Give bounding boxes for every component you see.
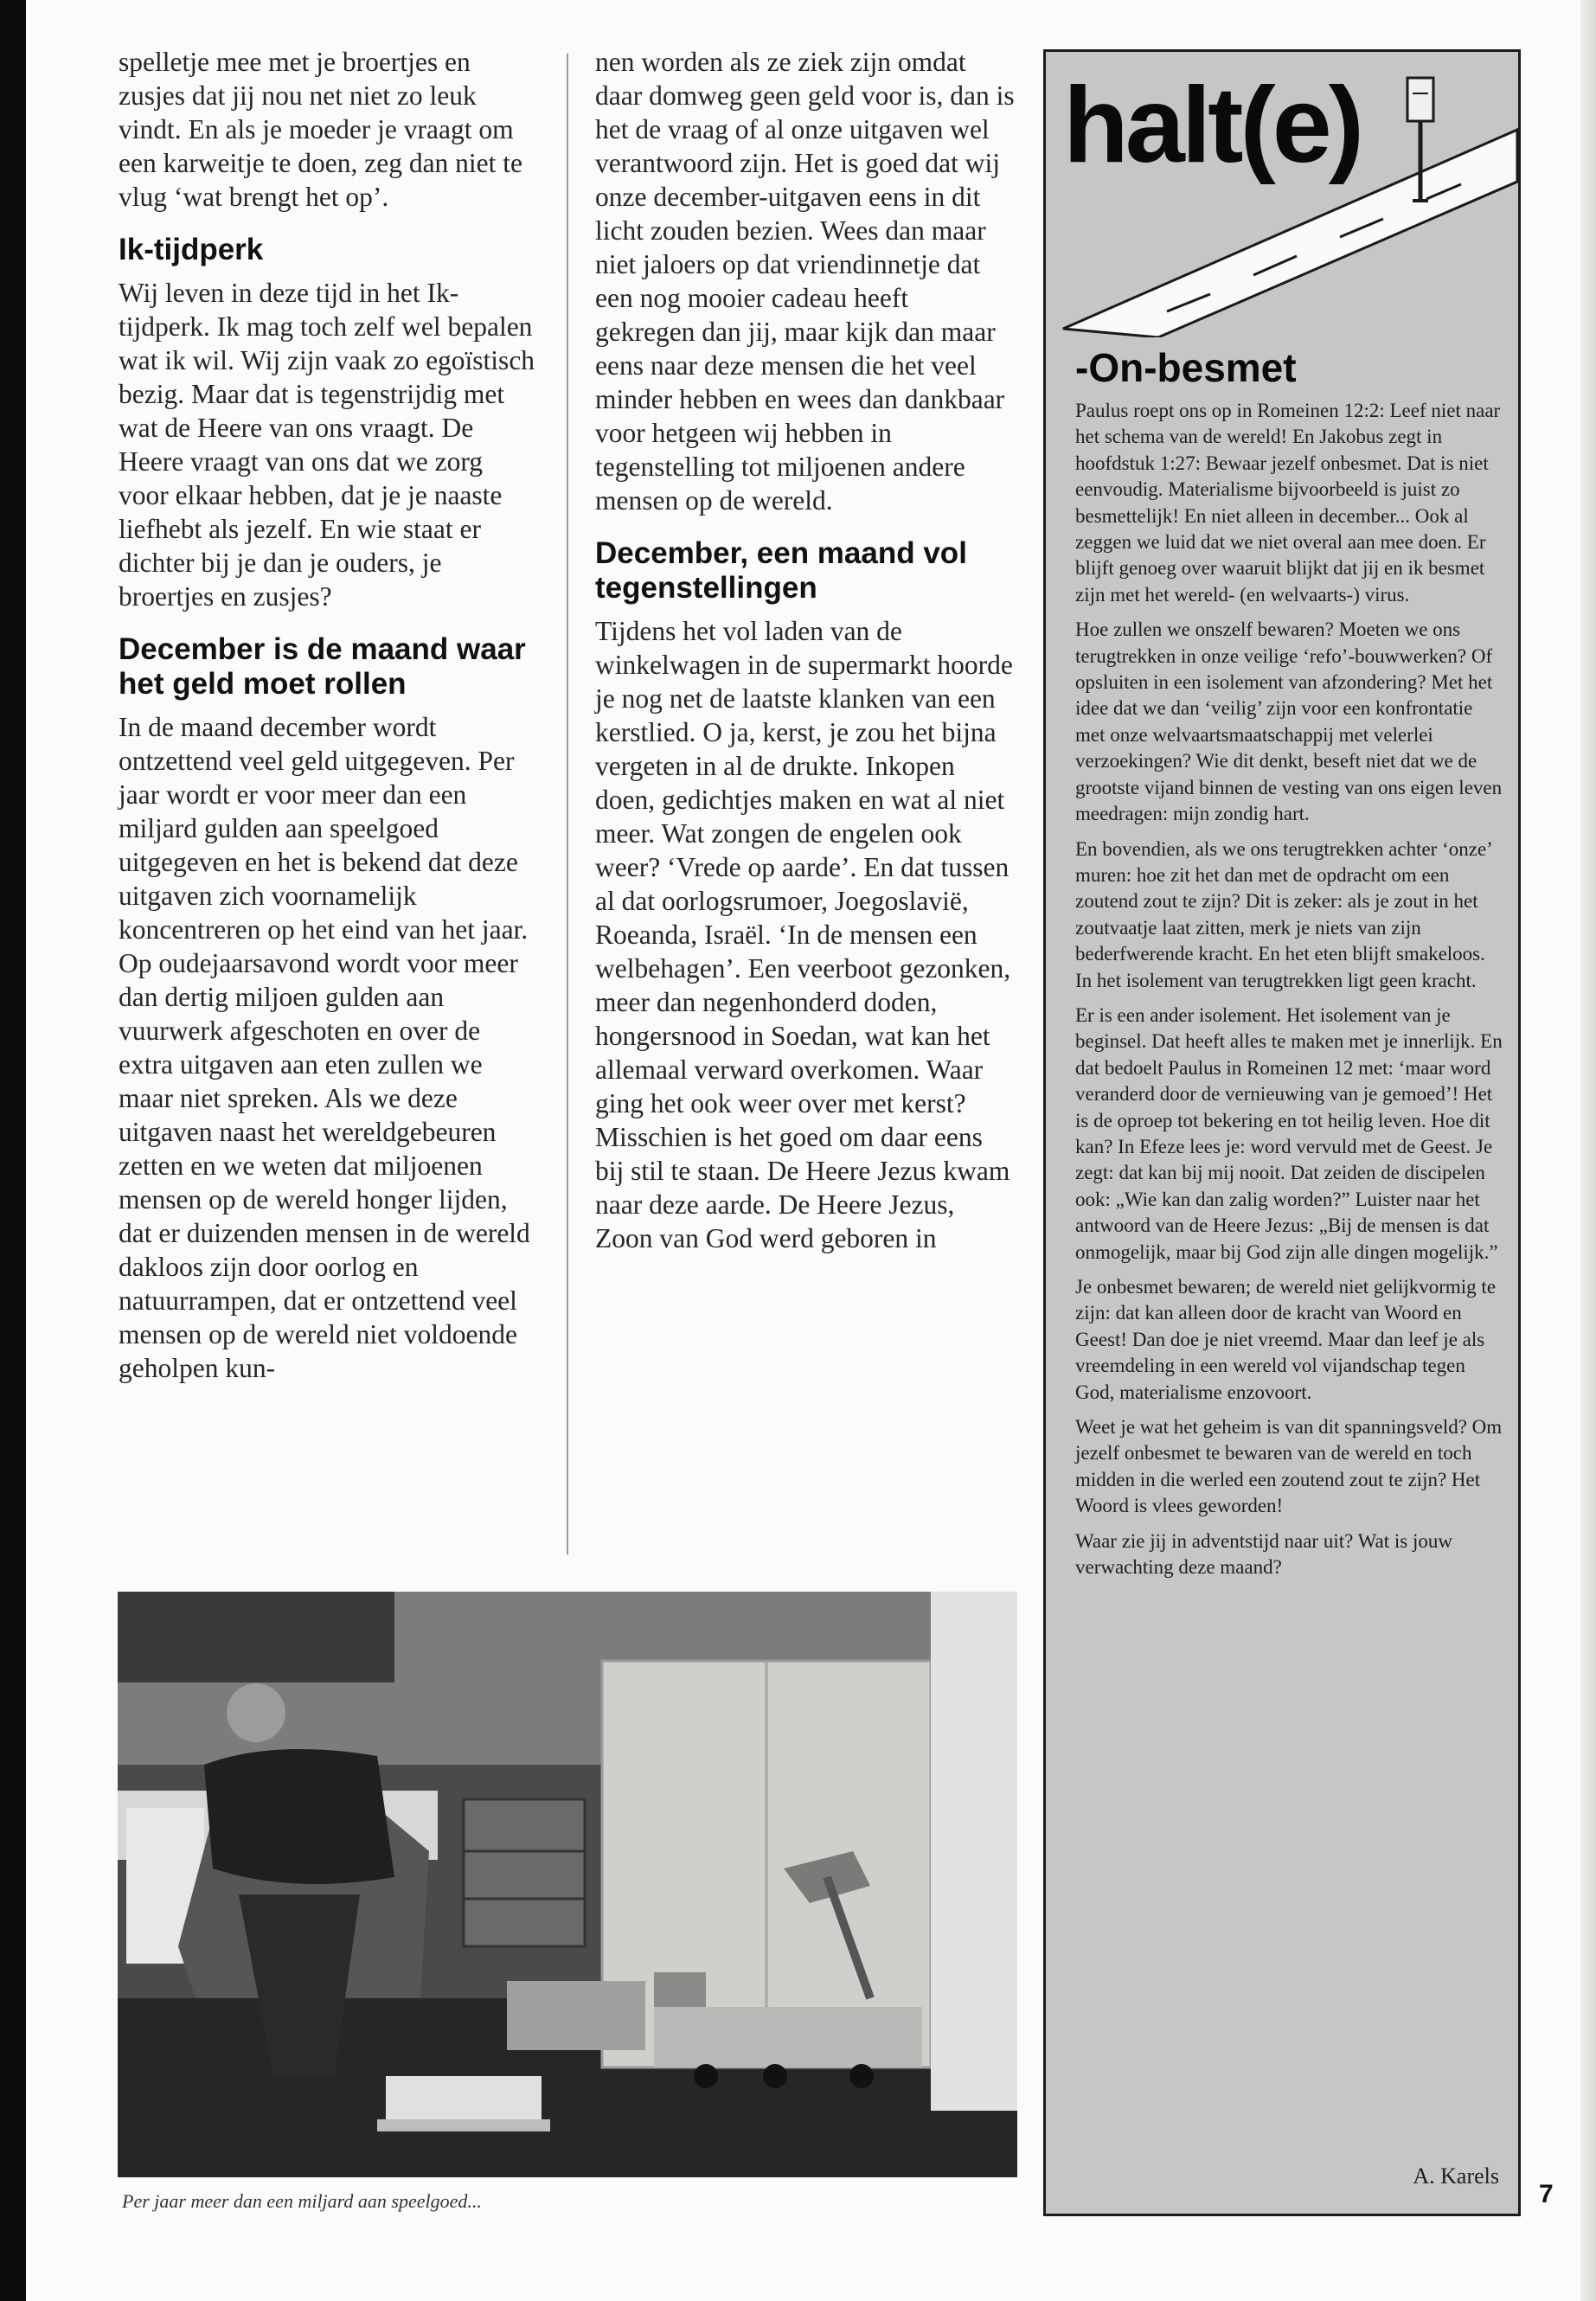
halte-logo: halt(e)	[1063, 66, 1361, 185]
paragraph-december-geld: In de maand december wordt ontzettend veel geld uitgegeven. Per jaar wordt er voor meer dan een miljard gulden aan speelgoed uitgegeven en het is bekend dat deze uitgaven zich voornamelijk koncentreren op het eind van het jaar. Op oudejaarsavond wordt voor meer dan dertig miljoen gulden aan vuurwerk afgeschoten en over de extra uitgaven aan eten zullen we maar niet spreken. Als we deze uitgaven naast het wereldgebeuren zetten en we weten dat miljoenen mensen op de wereld honger lijden, dat er duizenden mensen in de wereld dakloos zijn door oorlog en natuurrampen, dat er ontzettend veel mensen op de wereld niet voldoende geholpen kun-	[119, 712, 530, 1383]
sidebar-paragraph-7: Waar zie jij in adventstijd naar uit? Wat is jouw verwachting deze maand?	[1075, 1529, 1452, 1579]
scan-edge	[0, 0, 26, 2301]
sidebar-paragraph-3: En bovendien, als we ons terugtrekken achter ‘onze’ muren: hoe zit het dan met de opdracht om een zoutend zout te zijn? Dit is zeker: als je zout in het zoutvaatje laat zitten, merk je niets van zijn bederfwerende kracht. En het eten blijft smakeloos. In het isolement van terugtrekken ligt geen kracht.	[1075, 837, 1492, 991]
article-photo	[118, 1592, 1017, 2177]
sidebar-paragraph-4: Er is een ander isolement. Het isolement van je beginsel. Dat heeft alles te maken met je innerlijk. En dat bedoelt Paulus in Romeinen 12 met: ‘maar word veranderd door de vernieuwing van je gemoed’! Het is de oproep tot bekering en tot heilig leven. Hoe dit kan? In Efeze lees je: word vervuld met de Geest. Je zegt: dat kan bij mij nooit. Dat zeiden de discipelen ook: „Wie kan dan zalig worden?” Luister naar het antwoord van de Heere Jezus: „Bij de mensen is dat onmogelijk, maar bij God zijn alle dingen mogelijk.”	[1075, 1003, 1503, 1263]
heading-december-tegenstellingen: December, een maand vol tegenstellingen	[595, 536, 967, 605]
paragraph-ik-tijdperk: Wij leven in deze tijd in het Ik-tijdperk. Ik mag toch zelf wel bepalen wat ik wil. Wij zijn vaak zo egoïstisch bezig. Maar dat is tegenstrijdig met wat de Heere van ons vraagt. De Heere vraagt van ons dat we zorg voor elkaar hebben, dat je je naaste liefhebt als jezelf. En wie staat er dichter bij je dan je ouders, je broertjes en zusjes?	[119, 278, 535, 612]
scan-edge-right	[1580, 0, 1596, 2301]
heading-december-geld: December is de maand waar het geld moet rollen	[119, 632, 526, 701]
sidebar-paragraph-5: Je onbesmet bewaren; de wereld niet gelijkvormig te zijn: dat kan alleen door de kracht van Woord en Geest! Dan doe je niet vreemd. Maar dan leef je als vreemdeling in een wereld vol vijandschap tegen God, materialisme enzovoort.	[1075, 1276, 1497, 1403]
sidebar-paragraph-6: Weet je wat het geheim is van dit spanningsveld? Om jezelf onbesmet te bewaren van de wereld en toch midden in die werled een zoutend zout te zijn? Het Woord is vlees geworden!	[1075, 1416, 1503, 1517]
photo-caption: Per jaar meer dan een miljard aan speelgoed...	[122, 2190, 482, 2212]
photo-illustration	[118, 1592, 1017, 2177]
column1-intro: spelletje mee met je broertjes en zusjes dat jij nou net niet zo leuk vindt. En als je moeder je vraagt om een karweitje te doen, zeg dan niet te vlug ‘wat brengt het op’.	[119, 47, 523, 212]
column2-intro: nen worden als ze ziek zijn omdat daar domweg geen geld voor is, dan is het de vraag of al onze uitgaven wel verantwoord zijn. Het is goed dat wij onze december-uitgaven eens in dit licht zouden bezien. Wees dan maar niet jaloers op dat vriendinnetje dat een nog mooier cadeau heeft gekregen dan jij, maar kijk dan maar eens naar deze mensen die het veel minder hebben en wees dan dankbaar voor hetgeen wij hebben in tegenstelling tot miljoenen andere mensen op de wereld.	[595, 47, 1015, 516]
article-column-2	[595, 45, 1015, 1255]
sidebar-author: A. Karels	[1413, 2163, 1499, 2189]
sidebar-title: -On-besmet	[1075, 345, 1297, 390]
article-column-1	[119, 45, 538, 1385]
sidebar-paragraph-1: Paulus roept ons op in Romeinen 12:2: Leef niet naar het schema van de wereld! En Jakobus zegt in hoofdstuk 1:27: Bewaar jezelf onbesmet. Dat is niet eenvoudig. Materialisme bijvoorbeeld is juist zo besmettelijk! En niet alleen in december... Ook al zeggen we luid dat we niet overal aan mee doen. Er blijft genoeg over waaruit blijkt dat jij en ik besmet zijn met het wereld- (en welvaarts-) virus.	[1075, 400, 1501, 606]
column-divider	[567, 54, 568, 1554]
heading-ik-tijdperk: Ik-tijdperk	[119, 233, 264, 266]
sidebar-text	[1075, 398, 1503, 1589]
halte-sidebar	[1043, 49, 1521, 2216]
sidebar-paragraph-2: Hoe zullen we onszelf bewaren? Moeten we ons terugtrekken in onze veilige ‘refo’-bouwwerken? Of opsluiten in een isolement van afzondering? Met het idee dat we dan ‘veilig’ zijn voor een konfrontatie met onze welvaartsmaatschappij met velerlei verzoekingen? Wie dit denkt, beseft niet dat we de grootste vijand binnen de vesting van ons eigen leven meedragen: mijn zondig hart.	[1075, 619, 1503, 825]
page-number: 7	[1539, 2180, 1554, 2208]
paragraph-december-tegenstellingen: Tijdens het vol laden van de winkelwagen in de supermarkt hoorde je nog net de laatste klanken van een kerstlied. O ja, kerst, je zou het bijna vergeten in al de drukte. Inkopen doen, gedichtjes maken en wat al niet meer. Wat zongen de engelen ook weer? ‘Vrede op aarde’. En dat tussen al dat oorlogsrumoer, Joegoslavië, Roeanda, Israël. ‘In de mensen een welbehagen’. Een veerboot gezonken, meer dan negenhonderd doden, hongersnood in Soedan, wat kan het allemaal verward overkomen. Waar ging het ook weer over met kerst? Misschien is het goed om daar eens bij stil te staan. De Heere Jezus kwam naar deze aarde. De Heere Jezus, Zoon van God werd geboren in	[595, 616, 1013, 1253]
